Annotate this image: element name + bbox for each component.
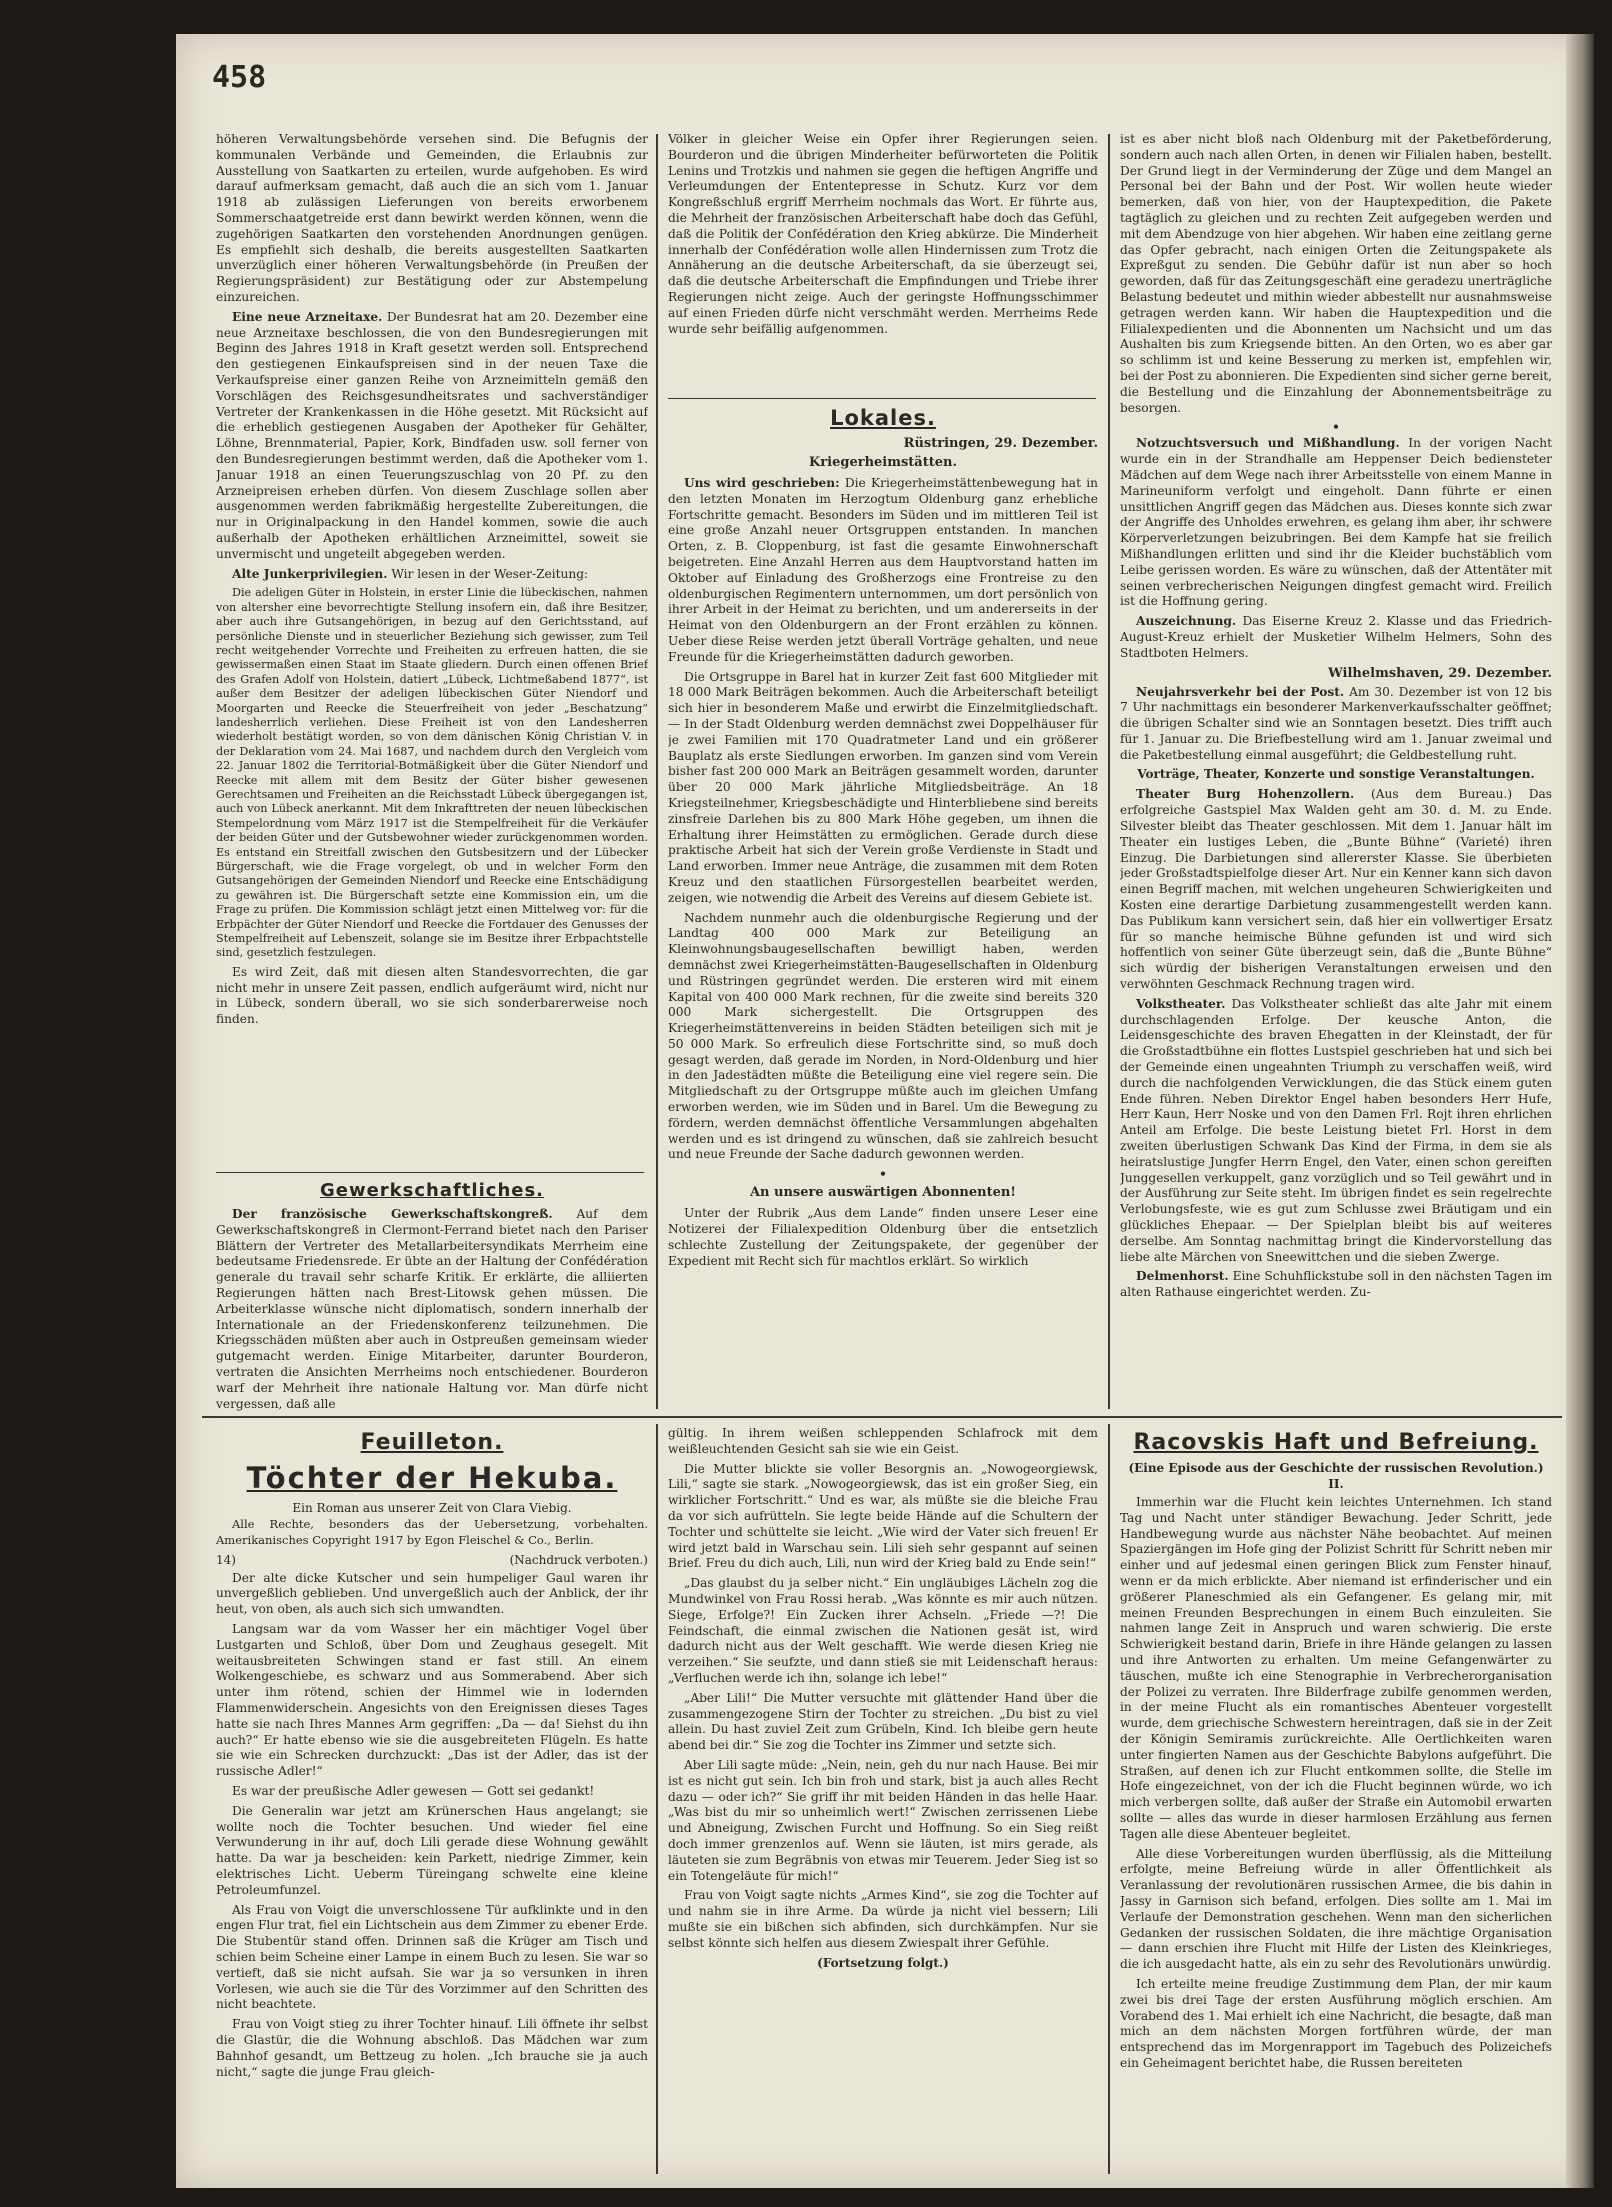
section-rule xyxy=(668,398,1096,399)
runin-heading: Neujahrsverkehr bei der Post. xyxy=(1136,684,1345,699)
reprint-notice: (Nachdruck verboten.) xyxy=(509,1552,648,1567)
article-paragraph xyxy=(668,476,1098,666)
column-3 xyxy=(1120,132,1552,1414)
story-paragraph: Frau von Voigt stieg zu ihrer Tochter hinauf. Lili öffnete ihr selbst die Glastür, die die Wohnung abschloß. Das Mädchen war zum Bahnhof gesandt, um Bettzeug zu holen. „Ich brauche sie ja auch nicht,“ sagte die junge Frau gleich- xyxy=(216,2017,648,2079)
story-paragraph: „Aber Lili!“ Die Mutter versuchte mit glättender Hand über die zusammengezogene Stirn der Tochter zu streichen. „Du bist zu viel allein. Du hast zuviel Zeit zum Grübeln, Kind. Ich bleibe gern heute abend bei dir.“ Sie zog die Tochter ins Zimmer und setzte sich. xyxy=(668,1690,1098,1753)
racovski-column xyxy=(1120,1426,1552,2178)
article-paragraph: Nachdem nunmehr auch die oldenburgische Regierung und der Landtag 400 000 Mark zur Beteiligung an Kleinwohnungsbaugesellschaften bewilligt haben, werden demnächst zwei Kriegerheimstätten-Baugesellschaften in Oldenburg und Rüstringen gegründet werden. Die ersteren wird mit einem Kapital von 400 000 Mark rechnen, für die zweite sind bereits 320 000 Mark sichergestellt. Die Ortsgruppen des Kriegerheimstättenvereins in beiden Städten beteiligen sich mit je 50 000 Mark. So erfreulich diese Fortschritte sind, so muß doch gesagt werden, daß gerade im Norden, in Nord-Oldenburg und hier in den Jadestädten müßte die Beteiligung eine viel regere sein. Die Mitgliedschaft zu der Ortsgruppe müßte auch im gleichen Umfang erworben werden, wie im Süden und in Barel. Um die Bewegung zu fördern, werden demnächst öffentliche Versammlungen abgehalten werden und es ist dringend zu wünschen, daß sie zahlreich besucht und neue Freunde der Sache dadurch gewonnen werden. xyxy=(668,910,1098,1162)
article-text: (Aus dem Bureau.) Das erfolgreiche Gastspiel Max Walden geht am 30. d. M. zu Ende. Silvester bleibt das Theater geschlossen. Mit dem 1. Januar hält im Theater ein lustiges Leben, die „Bunte Bühne“ (Varieté) ihren Einzug. Die Darbietungen sind allererster Klasse. Sie überbieten jeder Großstadtspielfolge dieser Art. Nur ein Kenner kann sich davon einen Begriff machen, mit welchen ungeheuren Schwierigkeiten und Kosten eine derartige Darbietung zusammengestellt werden kann. Das Publikum kann versichert sein, daß hier ein vollwertiger Ersatz für so manche heimische Bühne gefunden ist und wird sich hoffentlich von seiner Güte überzeugt sein, daß die „Bunte Bühne“ sich würdig der bisherigen Veranstaltungen erweisen und den verwöhnten Geschmack Rechnung tragen wird. xyxy=(1120,787,1552,992)
runin-heading: Notzuchtsversuch und Mißhandlung. xyxy=(1136,436,1400,451)
binding-edge xyxy=(1566,34,1594,2188)
article-text: Die Kriegerheimstättenbewegung hat in den letzten Monaten im Herzogtum Oldenburg ganz erhebliche Fortschritte gemacht. Besonders im Süden und im mittleren Teil ist eine große Anzahl neuer Ortsgruppen entstanden. In manchen Orten, z. B. Cloppenburg, ist fast die gesamte Einwohnerschaft beigetreten. Eine Anzahl Herren aus dem Hauptvorstand hatten im Oktober auf Einladung des Großherzogs eine Frontreise zu den oldenburgischen Regimentern unternommen, um dort persönlich von ihrer Arbeit in der Heimat zu berichten, und um andererseits in der Heimat von den Oldenburgern an der Front erzählen zu können. Ueber diese Reise werden jetzt überall Vorträge gehalten, und neue Freunde für die Kriegerheimstätten dadurch geworben. xyxy=(668,476,1098,664)
article-paragraph: Alle diese Vorbereitungen wurden überflüssig, als die Mitteilung erfolgte, meine Befreiung würde in aller Öffentlichkeit als Veranlassung der revolutionären russischen Armee, die bis dahin in Jassy in Garnison sich befand, erfolgen. Dies sollte am 1. Mai im Verlaufe der Demonstration geschehen. Wenn man den sicherlichen Gedanken der russischen Soldaten, die ihre mächtige Organisation — dann erschien ihre Flucht mit Hilfe der Listen des Kleinkrieges, die ich ausgedacht hatte, als ein zu sehr des Revolutionärs unwürdig. xyxy=(1120,1846,1552,1972)
article-text: Das Volkstheater schließt das alte Jahr mit einem durchschlagenden Erfolge. Der keusche Anton, die Leidensgeschichte des braven Ehegatten in der Kleinstadt, der für die Großstadtbühne ein flottes Lustspiel geschrieben hat und sich bei der Gemeinde einen ungeahnten Triumph zu verschaffen weiß, wird durch die nachfolgenden Verwicklungen, die das Stück einem guten Ende führen. Neben Direktor Engel haben besonders Herr Hufe, Herr Kaun, Herr Noske und von den Damen Frl. Rojt ihren ehrlichen Anteil am Erfolge. Die beste Leistung bietet Frl. Horst in dem zweiten überlustigen Schwank Das Kind der Firma, in dem sie als heiratslustige Jungfer Herrn Engel, den Vater, einen schon gereiften Junggesellen verkuppelt, ganz vorzüglich und so Teil gewährt und in der Ausführung zur Seite steht. Im übrigen findet es sein regelrechte Verlobungsfeste, wie es gut zum Schlusse zwei Bräutigam und ein glückliches Ehepaar. — Der Spielplan bleibt bis auf weiteres derselbe. Am Sonntag nachmittag bringt die Kindervorstellung das liebe alte Märchen von Sneewittchen und die sieben Zwerge. xyxy=(1120,996,1552,1264)
article-paragraph xyxy=(1120,614,1552,661)
article-text: Das Eiserne Kreuz 2. Klasse und das Friedrich-August-Kreuz erhielt der Musketier Wilhelm Helmers, Sohn des Stadtboten Helmers. xyxy=(1120,614,1552,660)
rights-notice: Alle Rechte, besonders das der Uebersetzung, vorbehalten. Amerikanisches Copyright 1917 by Egon Fleischel & Co., Berlin. xyxy=(216,1517,648,1547)
story-paragraph: Die Mutter blickte sie voller Besorgnis an. „Nowogeorgiewsk, Lili,“ sagte sie stark. „Nowogeorgiewsk, das ist ein großer Sieg, ein wirklicher Fortschritt.“ Und es war, als müßte sie die bleiche Frau da vor sich aufrütteln. Sie legte beide Hände auf die Schultern der Tochter und schüttelte sie leicht. „Wie wird der Vater sich freuen! Er wird jetzt bald in Warschau sein. Lili sieh sehr gespannt auf seinen Brief. Freu du dich auch, Lili, nun wird der Krieg bald zu Ende sein!“ xyxy=(668,1461,1098,1571)
feuilleton-rule xyxy=(202,1416,1562,1418)
byline: Ein Roman aus unserer Zeit von Clara Viebig. xyxy=(292,1501,572,1515)
runin-heading: Delmenhorst. xyxy=(1136,1269,1229,1284)
chapter-line xyxy=(216,1553,648,1567)
runin-heading: Theater Burg Hohenzollern. xyxy=(1136,787,1355,802)
column-rule xyxy=(1108,134,1110,1409)
runin-heading: Der französische Gewerkschaftskongreß. xyxy=(232,1207,553,1221)
separator-dot: • xyxy=(1332,420,1340,435)
article-text: Auf dem Gewerkschaftskongreß in Clermont-Ferrand bietet nach den Pariser Blättern der Vertreter des Metallarbeitersyndikats Merrheim eine bedeutsame Friedensrede. Er übte an der Haltung der Confédération generale du travail sehr scharfe Kritik. Er erklärte, die alliierten Regierungen hätten nach Brest-Litowsk gehen müssen. Die Arbeiterklasse wünsche nicht diplomatisch, sondern innerhalb der Internationale an der Friedenskonferenz teilzunehmen. Die Kriegsschäden müßten aber auch in Ostpreußen gemeinsam wieder gutgemacht werden. Einige Mitarbeiter, darunter Bourderon, vertraten die Ansichten Merrheims noch entschiedener. Bourderon warf der Mehrheit ihre nationale Haltung vor. Man dürfe nicht vergessen, daß alle xyxy=(216,1207,648,1411)
dateline: Rüstringen, 29. Dezember. xyxy=(903,436,1098,451)
article-paragraph: Es wird Zeit, daß mit diesen alten Standesvorrechten, die gar nicht mehr in unsere Zeit passen, endlich aufgeräumt wird, nicht nur in Lübeck, sondern überall, wo sie sich sonderbarerweise noch finden. xyxy=(216,964,648,1027)
article-paragraph xyxy=(216,310,648,563)
runin-heading: Auszeichnung. xyxy=(1136,614,1237,629)
chapter-number: 14) xyxy=(216,1552,236,1567)
section-heading: Lokales. xyxy=(830,406,936,430)
column-1 xyxy=(216,132,648,1164)
article-text: Eine Schuhflickstube soll in den nächsten Tagen im alten Rathause eingerichtet werden. Zu- xyxy=(1120,1269,1552,1300)
article-subtitle: (Eine Episode aus der Geschichte der russischen Revolution.) xyxy=(1128,1461,1544,1475)
novel-title: Töchter der Hekuba. xyxy=(246,1461,618,1495)
story-paragraph: Der alte dicke Kutscher und sein humpeliger Gaul waren ihr unvergeßlich geblieben. Und unvergeßlich auch der Anblick, der ihr heut, von oben, als auch sich sich umwandten. xyxy=(216,1570,648,1617)
article-text: Der Bundesrat hat am 20. Dezember eine neue Arzneitaxe beschlossen, die von den Bundesregierungen mit Beginn des Jahres 1918 in Kraft gesetzt werden soll. Entsprechend den gestiegenen Einkaufspreisen sind in der neuen Taxe die Verkaufspreise einer ganzen Reihe von Arzneimitteln gemäß den Vorschlägen des Reichsgesundheitsrates und sachverständiger Vertreter der Krankenkassen in die Höhe gesetzt. Mit Rücksicht auf die erheblich gestiegenen Ausgaben der Apotheker für Gehälter, Löhne, Brennmaterial, Papier, Kork, Bindfaden usw. soll ferner von den Bundesregierungen bestimmt werden, daß die Apotheker vom 1. Januar 1918 an einen Teuerungszuschlag von 20 Pf. zu den Arzneipreisen erheben dürfen. Von diesem Zuschlage sollen aber ausgenommen werden fabrikmäßig hergestellte Zubereitungen, die nur in Originalpackung in den Handel kommen, sowie die auch außerhalb der Apotheken erhältlichen Arzneimittel, soweit sie unvermischt und ungeteilt abgegeben werden. xyxy=(216,309,648,561)
feuilleton-column-2 xyxy=(668,1426,1098,2178)
chapter-number: II. xyxy=(1328,1477,1344,1491)
dateline: Wilhelmshaven, 29. Dezember. xyxy=(1328,665,1552,681)
article-paragraph: Völker in gleicher Weise ein Opfer ihrer Regierungen seien. Bourderon und die übrigen Minderheiter befürworteten die Politik Lenins und Trotzkis und nahmen sie gegen die heftigen Angriffe und Verleumdungen der Ententepresse in Schutz. Kurz vor dem Kongreßschluß ergriff Merrheim nochmals das Wort. Er führte aus, die Mehrheit der französischen Arbeiterschaft habe doch das Gefühl, daß die Politik der Confédération den Krieg abkürze. Die Minderheit innerhalb der Confédération wolle allen Hindernissen zum Trotz die Annäherung an die deutsche Arbeiterschaft, da sie überzeugt sei, daß die deutsche Arbeiterschaft die Empfindungen und Triebe ihrer Regierungen nicht zeige. Auch der geringste Hoffnungsschimmer auf einen Frieden dürfe nicht verschmäht werden. Merrheims Rede wurde sehr beifällig aufgenommen. xyxy=(668,132,1098,336)
article-paragraph xyxy=(216,1207,648,1412)
article-paragraph: Immerhin war die Flucht kein leichtes Unternehmen. Ich stand Tag und Nacht unter ständiger Bewachung. Jeder Schritt, jede Handbewegung wurde aus nächster Nähe beobachtet. Auf meinen Spaziergängen im Hofe ging der Polizist Schritt für Schritt neben mir einher und auf jedesmal einen geringen Blick zum Fenster hinauf, wenn er da mich erblickte. Aber niemand ist erfinderischer und ein größerer Planeschmied als ein Gefangener. Es gelang mir, mit meinen Freunden Besprechungen in einem Buch einzuleiten. Sie nahmen lange Zeit in Anspruch und waren schwierig. Die erste Schwierigkeit bestand darin, Briefe in ihre Hände gelangen zu lassen und ihre Antworten zu erhalten. Um meine Gefangenwärter zu täuschen, mußte ich eine Stenographie in Verbrecherorganisation der Polizei zu verraten. Ihre Bilderfrage zubilfe genommen werden, in der meine Flucht als ein romantisches Abenteuer vorgestellt wurde, dem griechische Schwestern hereintragen, daß sie in der Zeit der Königin Semiramis zurückreichte. Alle Oertlichkeiten waren unter fingierten Namen aus der Geschichte Babylons aufgeführt. Die Straßen, auf denen ich zur Flucht entkommen sollte, die Stelle im Hofe eingezeichnet, von der ich die Flucht beginnen würde, wo ich mich verbergen sollte, daß außer der Straße ein Automobil erwarten sollte — alles das wurde in dieser harmlosen Erzählung aus fernen Tagen alle diese Abenteuer begleitet. xyxy=(1120,1495,1552,1841)
article-paragraph xyxy=(1120,685,1552,764)
separator-dot: • xyxy=(879,1167,887,1182)
section-rule xyxy=(216,1172,644,1173)
article-paragraph xyxy=(1120,997,1552,1266)
runin-heading: Volkstheater. xyxy=(1136,996,1226,1011)
article-text: Am 30. Dezember ist von 12 bis 7 Uhr nachmittags ein besonderer Markenverkaufsschalter geöffnet; die übrigen Schalter sind wie an Sonntagen besetzt. Dies trifft auch für 1. Januar zu. Die Briefbestellung wird am 1. Januar zweimal und die Paketbestellung einmal ausgeführt; die Geldbestellung ruht. xyxy=(1120,684,1552,762)
page-number: 458 xyxy=(212,60,267,95)
article-paragraph xyxy=(1120,1269,1552,1301)
column-rule xyxy=(656,1424,658,2174)
section-heading: Feuilleton. xyxy=(360,1430,504,1455)
article-paragraph: Die adeligen Güter in Holstein, in erster Linie die lübeckischen, nahmen von altersher eine bevorrechtigte Stellung insofern ein, daß ihre Besitzer, aber auch ihre Gutsangehörigen, in bezug auf den Gerichtsstand, auf persönliche Dienste und in steuerlicher Beziehung sich gewisser, zum Teil recht weitgehender Vorrechte und Freiheiten zu erfreuen hatten, die sie gewissermaßen einen Staat im Staate gliedern. Durch einen offenen Brief des Grafen Adolf von Holstein, datiert „Lübeck, Lichtmeßabend 1877“, ist außer dem Besitzer der adeligen lübeckischen Güter Niendorf und Moorgarten und Reecke die Steuerfreiheit von jeder „Beschatzung“ landesherrlich verliehen. Diese Freiheit ist von den Landesherren wiederholt bestätigt worden, so von dem dänischen König Christian V. in der Deklaration vom 24. Mai 1687, und nachdem durch den Vergleich vom 22. Januar 1802 die Territorial-Botmäßigkeit über die Güter Niendorf und Reecke mit allem mit dem Besitz der Güter bisher gewesenen Gerechtsamen und Freiheiten an die Reichsstadt Lübeck übergegangen ist, auch von Lübeck anerkannt. Mit dem Inkrafttreten der neuen lübeckischen Stempelordnung vom März 1917 ist die Stempelfreiheit für die Verkäufer der beiden Güter und der Gutsbewohner wieder zurückgenommen worden. Es entstand ein Streitfall zwischen den Gutsbesitzern und der Lübecker Bürgerschaft, wie die Frage vorgelegt, ob und in welcher Form den Gutsangehörigen der Gemeinden Niendorf und Reecke eine Entschädigung zu gewähren ist. Die Bürgerschaft setzte eine Kommission ein, um die Frage zu prüfen. Die Kommission schlägt jetzt einen Mittelweg vor: für die Erbpächter der Güter Niendorf und Reecke die Fortdauer des Genusses der Stempelfreiheit auf Lebenszeit, solange sie im Besitze ihrer Erbpachtstelle sind, gesetzlich festzulegen. xyxy=(216,586,648,960)
lokales-section xyxy=(668,402,1098,1414)
story-paragraph: Als Frau von Voigt die unverschlossene Tür aufklinkte und in den engen Flur trat, fiel ein Lichtschein aus dem Zimmer zu ebener Erde. Die Stubentür stand offen. Drinnen saß die Krüger am Tisch und schien beim Scheine einer Lampe in einem Buch zu lesen. Sie war so vertieft, daß sie nicht aufsah. Sie war ja so versunken in ihren Vorlesen, wie auch sie die Tür des Vorzimmer auf den Schritten des nicht beachtete. xyxy=(216,1902,648,2012)
feuilleton-column-1 xyxy=(216,1426,648,2178)
article-text: Wir lesen in der Weser-Zeitung: xyxy=(391,566,589,581)
newspaper-page xyxy=(176,34,1594,2188)
section-heading: Gewerkschaftliches. xyxy=(319,1180,545,1201)
story-paragraph: gültig. In ihrem weißen schleppenden Schlafrock mit dem weißleuchtenden Gesicht sah sie wie ein Geist. xyxy=(668,1426,1098,1456)
subheading: Vorträge, Theater, Konzerte und sonstige Veranstaltungen. xyxy=(1137,767,1535,782)
story-paragraph: Langsam war da vom Wasser her ein mächtiger Vogel über Lustgarten und Schloß, über Dom und Zeughaus gesegelt. Mit weitausbreiteten Schwingen stand er fast still. An einem Wolkengeschiebe, es schwarz und aus Sommerabend. Aber sich unter ihm rötend, schien der Himmel wie in lodernden Flammenwiderschein. Angesichts von den Ereignissen dieses Tages hatte sie nach Ihres Mannes Arm gegriffen: „Da — da! Siehst du ihn auch?“ Er hatte ebenso wie sie die ausgebreiteten Flügeln. Es hatte sie wie ein Schrecken durchzuckt: „Das ist der Adler, das ist der russische Adler!“ xyxy=(216,1621,648,1779)
article-paragraph: höheren Verwaltungsbehörde versehen sind. Die Befugnis der kommunalen Verbände und Gemeinden, die Erlaubnis zur Ausstellung von Saatkarten zu erteilen, wurde aufgehoben. Es wird darauf aufmerksam gemacht, daß auch die an sich vom 1. Januar 1918 ab zulässigen Lieferungen von bereits erworbenem Sommerschaatgetreide erst dann bewirkt werden können, wenn die zugehörigen Saatkarten den vorstehenden Anordnungen genügen. Es empfiehlt sich deshalb, die bereits ausgestellten Saatkarten unverzüglich einer höheren Verwaltungsbehörde (in Preußen der Regierungspräsident) zur Bestätigung oder zur Abstempelung einzureichen. xyxy=(216,132,648,304)
article-paragraph: ist es aber nicht bloß nach Oldenburg mit der Paketbeförderung, sondern auch nach allen Orten, in denen wir Filialen haben, bestellt. Der Grund liegt in der Verminderung der Züge und dem Mangel an Personal bei der Bahn und der Post. Wir wollen heute wieder bemerken, daß von hier, von der Hauptexpedition, die Pakete tagtäglich zu gleichen und zu rechten Zeit aufgegeben werden und mit dem Abendzuge von hier abgehen. Wir haben eine zeitlang gerne das Opfer gebracht, nach einigen Orten die Zeitungspakete als Expreßgut zu senden. Die Gebühr dafür ist nun aber so hoch geworden, daß für das Zeitungsgeschäft eine geradezu unerträgliche Belastung bedeutet und mithin wieder abbestellt nur ausnahmsweise getragen werden kann. Wir haben die Hauptexpedition und die Filialexpedienten und die Abonnenten um Nachsicht und um das Aushalten bis zum Kriegsende bitten. An den Orten, wo es aber gar so schlimm ist und keine Besserung zu merken ist, empfehlen wir, bei der Post zu abonnieren. Die Expedienten sind sicher gerne bereit, die Bestellung und die Einzahlung der Abonnementsbeiträge zu besorgen. xyxy=(1120,132,1552,415)
column-rule xyxy=(1108,1424,1110,2174)
article-paragraph: Ich erteilte meine freudige Zustimmung dem Plan, der mir kaum zwei bis drei Tage der ersten Ausführung möglich erschien. Am Vorabend des 1. Mai erhielt ich eine Nachricht, die besagte, daß man mich an dem nächsten Morgen fortführen würde, der man entsprechend das im Morgenrapport im Tagebuch des Polizeichefs ein Geheimagent berichtet habe, die Russen bereiteten xyxy=(1120,1976,1552,2070)
to-be-continued: (Fortsetzung folgt.) xyxy=(817,1955,949,1970)
article-text: In der vorigen Nacht wurde ein in der Strandhalle am Heppenser Deich bediensteter Mädchen auf dem Wege nach ihrer Arbeitsstelle von einem Manne in Marineuniform verfolgt und eingeholt. Dann führte er einen unsittlichen Angriff gegen das Mädchen aus. Dieses konnte sich zwar der Angriffe des Unholdes erwehren, es gelang ihm aber, ihr schwere Körperverletzungen beizubringen. Bei dem Kampfe hat sie freilich Mißhandlungen erlitten und sind ihr die Kleider buchstäblich vom Leibe gerissen worden. Es wäre zu wünschen, daß der Attentäter mit seinen verbrecherischen Neigungen dingfest gemacht wird. Freilich ist die Hoffnung gering. xyxy=(1120,436,1552,609)
runin-heading: Eine neue Arzneitaxe. xyxy=(232,309,383,324)
runin-heading: Alte Junkerprivilegien. xyxy=(232,566,388,581)
subheading: An unsere auswärtigen Abonnenten! xyxy=(749,1185,1017,1201)
article-paragraph: Die Ortsgruppe in Barel hat in kurzer Zeit fast 600 Mitglieder mit 18 000 Mark Beiträgen bekommen. Auch die Arbeiterschaft beteiligt sich hier in besonderem Maße und erwirbt die Einzelmitgliedschaft. — In der Stadt Oldenburg werden demnächst zwei Doppelhäuser für je zwei Familien mit 170 Quadratmeter Land und ein größerer Bauplatz als erste Siedlungen erworben. Im ganzen sind vom Verein bisher fast 200 000 Mark an Beiträgen gesammelt worden, darunter über 20 000 Mark jährliche Mitgliedsbeiträge. An 18 Kriegsteilnehmer, Kriegsbeschädigte und Hinterbliebene sind bereits zinsfreie Darlehen bis zu 800 Mark Höhe gegeben, um ihnen die Erhaltung ihrer Heimstätten zu ermöglichen. Gerade durch diese praktische Arbeit hat sich der Verein große Verdienste in Stadt und Land erworben. Immer neue Anträge, die zusammen mit dem Roten Kreuz und den staatlichen Fürsorgestellen bearbeitet werden, zeigen, wie notwendig die Arbeit des Vereins auf diesem Gebiete ist. xyxy=(668,669,1098,905)
column-rule xyxy=(656,134,658,1409)
story-paragraph: „Das glaubst du ja selber nicht.“ Ein ungläubiges Lächeln zog die Mundwinkel von Frau Rossi herab. „Was könnte es mir auch nützen. Siege, Erfolge?! Ein Zucken ihrer Achseln. „Friede —?! Die Feindschaft, die einmal zwischen die Nationen gesät ist, wird dadurch nicht aus der Welt geschafft. Wie werde diesen Krieg nie verzeihen.“ Sie seufzte, und dann stieß sie mit Leidenschaft heraus: „Verfluchen werde ich ihn, solange ich lebe!“ xyxy=(668,1576,1098,1685)
runin-heading: Uns wird geschrieben: xyxy=(684,476,840,490)
story-paragraph: Frau von Voigt sagte nichts „Armes Kind“, sie zog die Tochter auf und nahm sie in ihre Arme. Da würde ja nicht viel bessern; Lili mußte sie ein bißchen sich abfinden, sich durchkämpfen. Nur sie selbst könnte sich helfen aus diesem Zwiespalt ihrer Gefühle. xyxy=(668,1888,1098,1950)
article-paragraph xyxy=(1120,787,1552,992)
article-paragraph xyxy=(216,567,648,583)
story-paragraph: Aber Lili sagte müde: „Nein, nein, geh du nur nach Hause. Bei mir ist es nicht gut sein. Ich bin froh und stark, bist ja auch alles Recht dazu — oder ich?“ Sie griff ihr mit beiden Händen in das helle Haar. „Was bist du mir so unheimlich wert!“ Zwischen zerrissenen Liebe und Abneigung, Zwischen Furcht und Hoffnung. So ein Sieg reißt doch immer grenzenlos auf. Wenn sie läuten, ist mirs gerade, als läuteten sie zum Begräbnis von etwas mir Teuerem. Jeder Sieg ist so ein Totengeläute für mich!“ xyxy=(668,1757,1098,1883)
subheading: Kriegerheimstätten. xyxy=(809,455,957,470)
gewerkschaft-section xyxy=(216,1176,648,1412)
article-title: Racovskis Haft und Befreiung. xyxy=(1133,1430,1539,1455)
article-paragraph: Unter der Rubrik „Aus dem Lande“ finden unsere Leser eine Notizerei der Filialexpedition Oldenburg über die entsetzlich schlechte Zustellung der Zeitungspakete, der gegenüber der Expedient mit Recht sich für machtlos erklärt. So wirklich xyxy=(668,1206,1098,1268)
column-2-top xyxy=(668,132,1098,394)
story-paragraph: Es war der preußische Adler gewesen — Gott sei gedankt! xyxy=(232,1783,595,1798)
story-paragraph: Die Generalin war jetzt am Krünerschen Haus angelangt; sie wollte noch die Tochter besuchen. Und wieder fiel eine Verwunderung in ihr auf, doch Lili gerade diese Wohnung gewählt hatte. Da war ja bescheiden: kein Parkett, niedrige Zimmer, kein elektrisches Licht. Ueberm Türeingang schwelte eine kleine Petroleumfunzel. xyxy=(216,1803,648,1897)
article-paragraph xyxy=(1120,436,1552,610)
